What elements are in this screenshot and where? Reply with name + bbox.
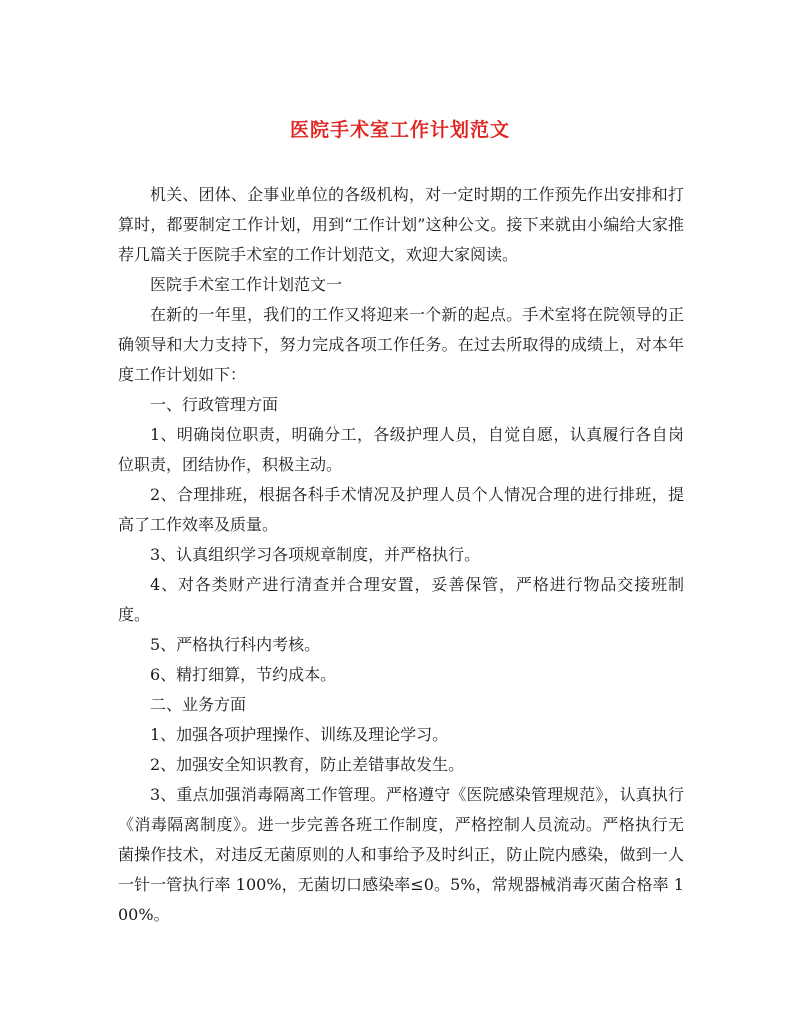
list-item: 6、精打细算，节约成本。 [150, 665, 337, 684]
document-title: 医院手术室工作计划范文 [289, 119, 510, 141]
document-body [118, 180, 684, 930]
list-item: 5、严格执行科内考核。 [150, 635, 321, 654]
intro-paragraph: 机关、团体、企事业单位的各级机构，对一定时期的工作预先作出安排和打算时，都要制定工作计划，用到“工作计划”这种公文。接下来就由小编给大家推荐几篇关于医院手术室的工作计划范文，欢迎大家阅读。 [118, 185, 684, 264]
list-item: 1、明确岗位职责，明确分工，各级护理人员，自觉自愿，认真履行各自岗位职责，团结协作，积极主动。 [118, 425, 684, 474]
list-item: 2、加强安全知识教育，防止差错事故发生。 [150, 755, 465, 774]
section-heading-sample-one: 医院手术室工作计划范文一 [150, 275, 343, 294]
section-heading-administration: 一、行政管理方面 [150, 395, 279, 414]
list-item: 2、合理排班，根据各科手术情况及护理人员个人情况合理的进行排班，提高了工作效率及质量。 [118, 485, 684, 534]
section-heading-business: 二、业务方面 [150, 695, 247, 714]
list-item: 1、加强各项护理操作、训练及理论学习。 [150, 725, 449, 744]
list-item: 3、认真组织学习各项规章制度，并严格执行。 [150, 545, 481, 564]
list-item: 4、对各类财产进行清查并合理安置，妥善保管，严格进行物品交接班制度。 [118, 575, 684, 624]
opening-paragraph: 在新的一年里，我们的工作又将迎来一个新的起点。手术室将在院领导的正确领导和大力支持下，努力完成各项工作任务。在过去所取得的成绩上，对本年度工作计划如下： [118, 305, 684, 384]
list-item: 3、重点加强消毒隔离工作管理。严格遵守《医院感染管理规范》，认真执行《消毒隔离制度》。进一步完善各班工作制度，严格控制人员流动。严格执行无菌操作技术，对违反无菌原则的人和事给予及时纠正，防止院内感染，做到一人一针一管执行率 100%，无菌切口感染率≤0。5%，常规器械消毒灭菌合格率 100%。 [118, 785, 684, 924]
